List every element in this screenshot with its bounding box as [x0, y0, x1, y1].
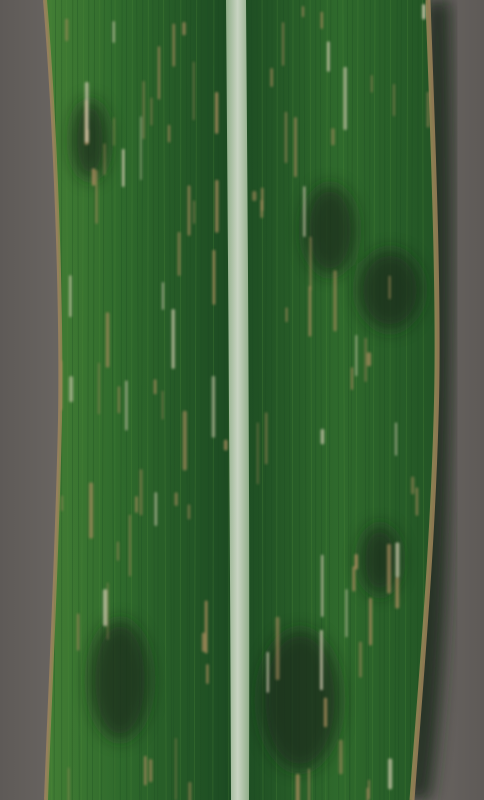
lesion: [422, 4, 425, 19]
lesion: [68, 768, 69, 800]
lesion: [387, 544, 391, 594]
lesion: [96, 170, 98, 224]
lesion: [393, 84, 395, 116]
lesion: [355, 554, 358, 569]
lesion: [265, 412, 267, 464]
lesion: [215, 92, 218, 134]
lesion: [321, 12, 323, 29]
lesion: [206, 664, 208, 684]
lesion: [224, 440, 228, 451]
lesion: [308, 769, 310, 800]
lesion: [411, 477, 414, 495]
lesion: [107, 583, 108, 640]
lesion: [175, 738, 176, 800]
lesion: [188, 504, 191, 519]
lesion: [286, 307, 288, 322]
lesion: [324, 698, 327, 728]
lesion: [367, 788, 369, 800]
lesion: [346, 589, 348, 637]
lesion: [321, 555, 323, 617]
lesion: [125, 381, 127, 431]
lesion: [296, 774, 300, 800]
lesion: [178, 232, 181, 276]
lesion: [267, 652, 269, 693]
lesion: [98, 363, 99, 415]
lesion: [154, 379, 157, 394]
lesion: [389, 276, 391, 300]
lesion: [369, 598, 372, 646]
lesion: [285, 112, 287, 163]
lesion: [215, 180, 218, 233]
lesion: [149, 759, 152, 782]
lesion: [260, 200, 263, 218]
shadow-blotch: [90, 620, 150, 740]
lesion: [183, 411, 187, 471]
lesion: [168, 125, 170, 143]
lesion: [202, 633, 206, 652]
lesion: [333, 270, 336, 331]
lesion: [92, 168, 95, 185]
lesion: [144, 756, 146, 786]
lesion: [162, 282, 164, 310]
lesion: [388, 758, 392, 789]
lesion: [321, 429, 325, 444]
lesion: [212, 376, 215, 438]
lesion: [113, 118, 115, 146]
lesion: [320, 630, 323, 690]
lesion: [65, 19, 68, 41]
lesion: [188, 782, 191, 800]
lesion: [367, 352, 371, 366]
lesion: [89, 482, 93, 538]
lesion: [182, 22, 185, 35]
lesion: [352, 566, 355, 591]
lesion: [395, 423, 397, 456]
lesion: [172, 24, 175, 67]
lesion: [61, 496, 62, 511]
lesion: [172, 309, 175, 369]
lesion: [270, 68, 273, 87]
lesion: [303, 186, 305, 237]
lesion: [143, 81, 145, 139]
shadow-blotch: [360, 525, 400, 595]
lesion: [368, 780, 370, 800]
lesion: [331, 128, 335, 145]
lesion: [395, 577, 399, 609]
lesion: [103, 589, 107, 626]
lesion: [213, 250, 216, 305]
lesion: [257, 422, 258, 484]
lesion: [77, 613, 79, 650]
shadow-blotch: [304, 185, 356, 275]
lesion: [140, 469, 143, 515]
lesion: [252, 191, 256, 201]
lesion: [118, 386, 120, 413]
lesion: [309, 237, 311, 291]
lesion: [113, 21, 115, 43]
lesion: [151, 98, 152, 126]
lesion: [158, 46, 160, 99]
lesion: [294, 117, 297, 177]
lesion: [351, 367, 353, 390]
lesion: [175, 492, 178, 505]
lesion: [365, 338, 367, 382]
lesion: [193, 62, 194, 120]
lesion: [122, 149, 124, 187]
lesion: [85, 82, 89, 143]
lesion: [129, 515, 130, 577]
lesion: [339, 740, 343, 775]
lesion: [155, 492, 158, 526]
lesion: [309, 286, 312, 337]
lesion: [359, 642, 362, 678]
lesion: [188, 185, 191, 235]
lesion: [276, 617, 280, 680]
lesion: [395, 542, 399, 577]
shadow-blotch: [72, 100, 108, 180]
lesion: [343, 67, 347, 130]
lesion: [69, 275, 71, 317]
lesion: [327, 41, 330, 71]
lesion: [117, 542, 119, 561]
lesion: [69, 376, 73, 402]
lesion: [302, 6, 304, 17]
lesion: [371, 75, 372, 92]
lesion: [282, 22, 284, 65]
leaf-vein: [201, 0, 202, 800]
lesion: [135, 496, 137, 513]
lesion: [162, 391, 164, 420]
lesion: [140, 117, 141, 180]
lesion: [193, 200, 195, 223]
leaf-vein: [418, 0, 419, 800]
shadow-blotch: [260, 630, 340, 770]
lesion: [104, 143, 106, 175]
lesion: [355, 335, 357, 376]
lesion: [416, 487, 418, 515]
lesion: [106, 312, 109, 367]
